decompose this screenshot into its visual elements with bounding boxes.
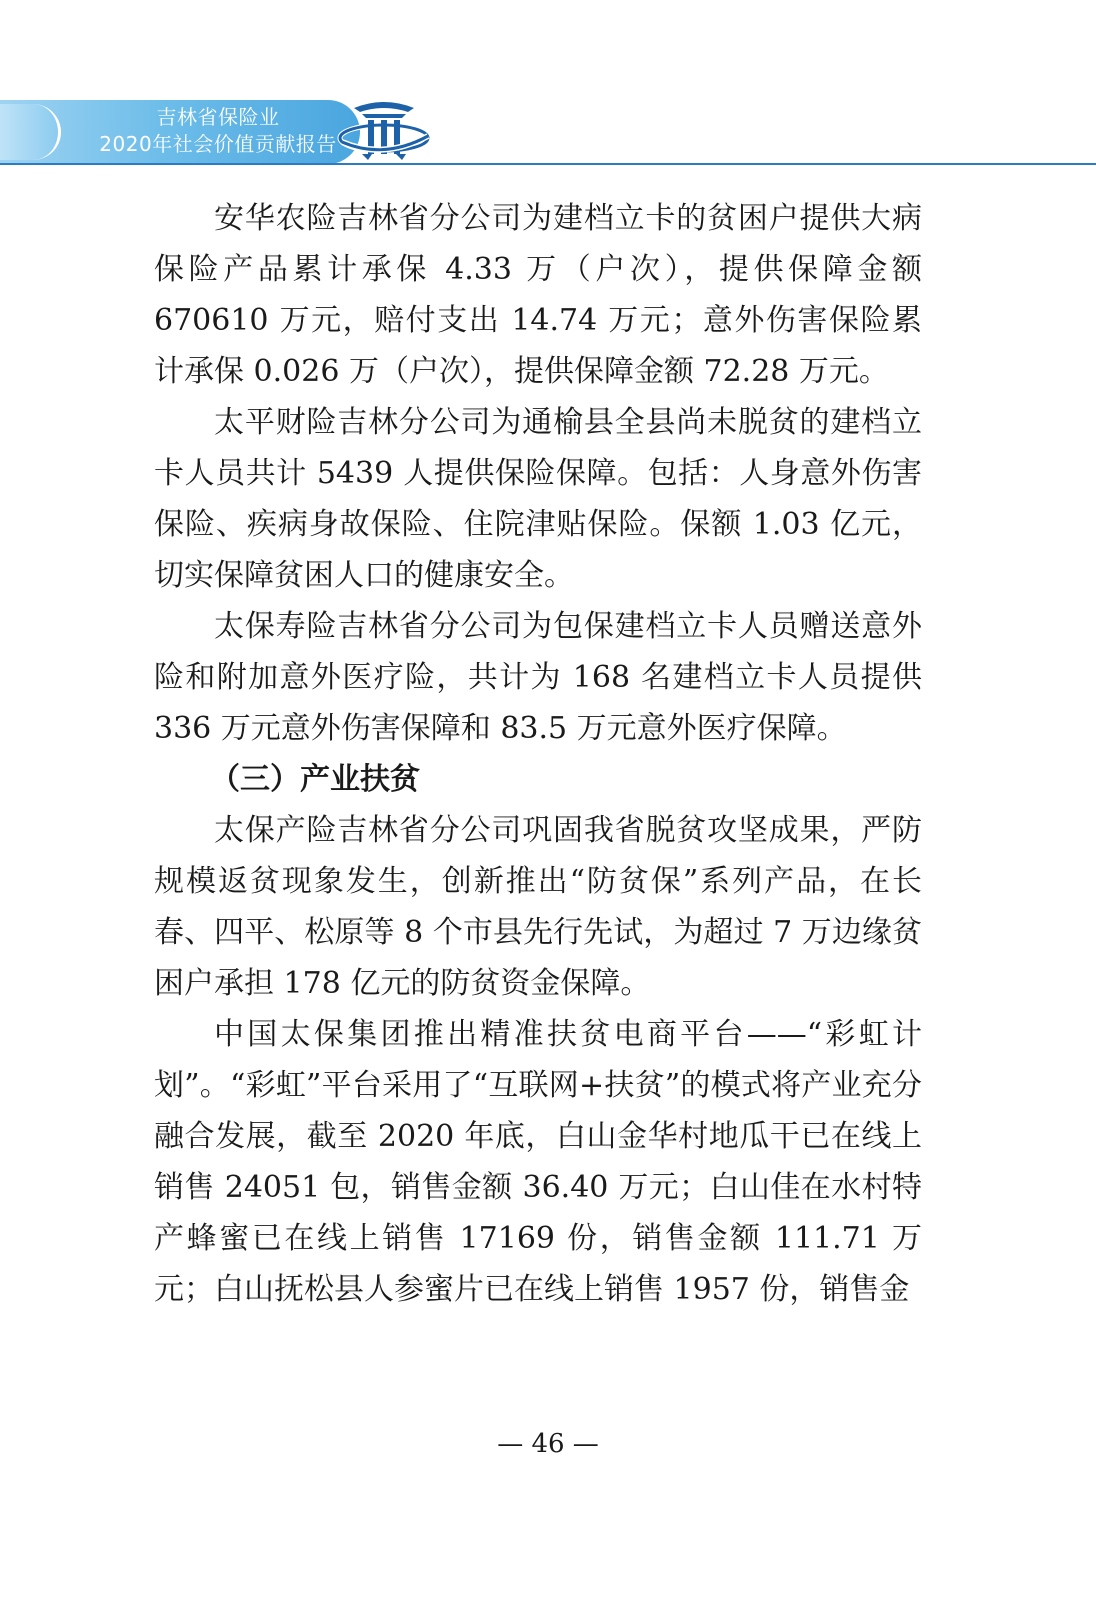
- paragraph: 安华农险吉林省分公司为建档立卡的贫困户提供大病保险产品累计承保 4.33 万（户次），提供保障金额 670610 万元，赔付支出 14.74 万元；意外伤害保险累计承保 0.026 万（户次），提供保障金额 72.28 万元。: [154, 201, 922, 389]
- page-header: [0, 100, 1096, 168]
- pavilion-logo-icon: [332, 94, 442, 164]
- header-banner: [0, 100, 360, 164]
- page-number: — 46 —: [497, 1429, 599, 1459]
- header-banner-cap: [0, 104, 61, 160]
- report-title: [78, 104, 358, 158]
- paragraph: 太保产险吉林省分公司巩固我省脱贫攻坚成果，严防规模返贫现象发生，创新推出“防贫保”系列产品，在长春、四平、松原等 8 个市县先行先试，为超过 7 万边缘贫困户承担 178 亿元的防贫资金保障。: [154, 813, 922, 1001]
- header-rule: [0, 163, 1096, 165]
- paragraph: 太保寿险吉林省分公司为包保建档立卡人员赠送意外险和附加意外医疗险，共计为 168 名建档立卡人员提供 336 万元意外伤害保障和 83.5 万元意外医疗保障。: [154, 609, 922, 746]
- document-body: [154, 193, 922, 1315]
- paragraph: 太平财险吉林分公司为通榆县全县尚未脱贫的建档立卡人员共计 5439 人提供保险保障。包括：人身意外伤害保险、疾病身故保险、住院津贴保险。保额 1.03 亿元，切实保障贫困人口的健康安全。: [154, 405, 922, 593]
- report-title-line1: 吉林省保险业: [156, 105, 280, 129]
- report-title-line2: 2020年社会价值贡献报告: [99, 132, 337, 156]
- section-heading: （三）产业扶贫: [210, 762, 420, 797]
- paragraph: 中国太保集团推出精准扶贫电商平台——“彩虹计划”。“彩虹”平台采用了“互联网+扶贫”的模式将产业充分融合发展，截至 2020 年底，白山金华村地瓜干已在线上销售 24051 包，销售金额 36.40 万元；白山佳在水村特产蜂蜜已在线上销售 17169 份，销售金额 111.71 万元；白山抚松县人参蜜片已在线上销售 1957 份，销售金: [154, 1017, 922, 1307]
